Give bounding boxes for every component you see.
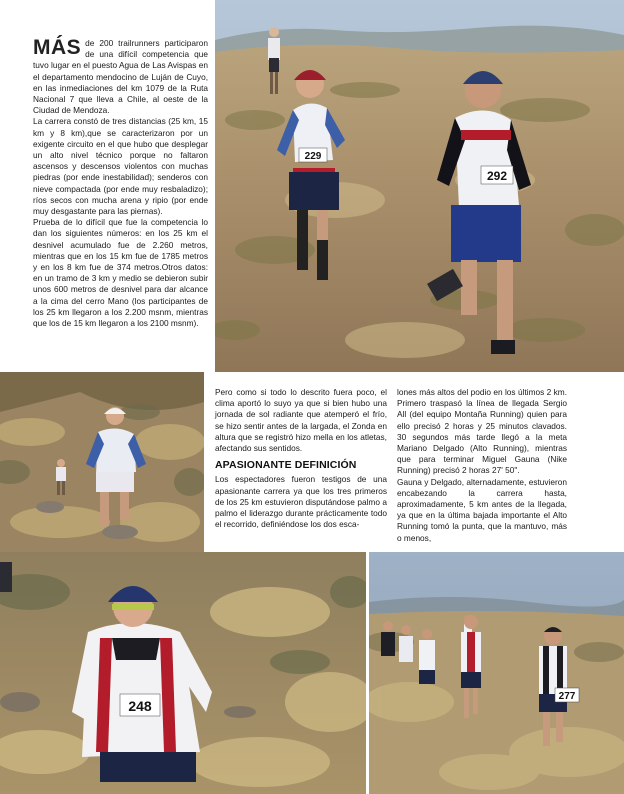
mid-paragraph-1: Pero como si todo lo descrito fuera poco, el clima aportó lo suyo ya que si bien hubo una jornada de sol radiante que atemperó el frío, se hizo sentir antes de la largada, el Zonda en altura que se registró hizo mella en los atletas, afectando sus sentidos. [215, 387, 387, 454]
dropcap: MÁS [33, 36, 82, 59]
intro-paragraph-2: La carrera constó de tres distancias (25 km, 15 km y 8 km),que se caracterizaron por un exigente circuito en el que hubo que desplegar un alto nivel técnico porque no faltaron ascensos y descensos violentos con muchas piedras (por ende inestabilidad); senderos con nieve compactada (por ende muy resbaladizo); ríos secos con mucha arena y ripio (por ende muy desgastante para las piernas). [33, 116, 208, 217]
photo-runner-rocky-slope [0, 372, 204, 552]
article-column-right [397, 387, 567, 544]
intro-paragraph-3: Prueba de lo difícil que fue la competencia lo dan los siguientes números: en los 25 km el desnivel acumulado fue de 2.260 metros, mientras que en los 15 km fue de 1785 metros y en los 8 km fue de 374 metros.Otros datos: en un tramo de 3 km y medio se debieron subir unos 600 metros de desnivel para dar alcance a la cima del cerro Mano (los participantes de los 25 km llegaron a los 2.200 msnm, mientras que los de 15 km llegaron a los 2100 msnm). [33, 217, 208, 329]
photo-woman-runner [0, 552, 366, 794]
mid-paragraph-2: Los espectadores fueron testigos de una apasionante carrera ya que los tres primeros de los 25 km estuvieron disputándose palmo a palmo el liderazgo durante prácticamente todo el recorrido, definiéndose los dos esca- [215, 474, 387, 530]
bib-number-left: 229 [304, 151, 322, 162]
bib-number-right: 292 [486, 169, 508, 183]
photo-two-runners [215, 0, 624, 372]
right-paragraph-2: Gauna y Delgado, alternadamente, estuvieron encabezando la carrera hasta, aproximadamente, 5 km antes de la llegada, ya que en la última bajada importante el Alto Running tomó la punta, que la mantuvo, más o menos, [397, 476, 567, 543]
bib-number-group: 277 [558, 691, 576, 702]
right-paragraph-1: lones más altos del podio en los últimos 2 km. Primero traspasó la línea de llegada Sergio All (del equipo Montaña Running) quien para ello precisó 2 horas y 25 minutos clavados. 30 segundos más tarde llegó a la meta Mariano Delgado (Alto Running), mientras que para terminar Miguel Gauna (Nike Running) precisó 2 horas 27' 50". [397, 387, 567, 476]
photo-group-runners [369, 552, 624, 794]
intro-lead: de 200 trailrunners participaron de una difícil competencia que tuvo lugar en el puesto Agua de Las Avispas en el departamento mendocino de Luján de Cuyo, en las inmediaciones del km 1079 de la Ruta Nacional 7 que lleva a Chile, al oeste de la Ciudad de Mendoza. [33, 38, 208, 116]
bib-number-woman: 248 [128, 698, 152, 714]
article-intro [33, 38, 208, 329]
article-column-middle [215, 387, 387, 530]
section-subhead: APASIONANTE DEFINICIÓN [215, 459, 357, 472]
